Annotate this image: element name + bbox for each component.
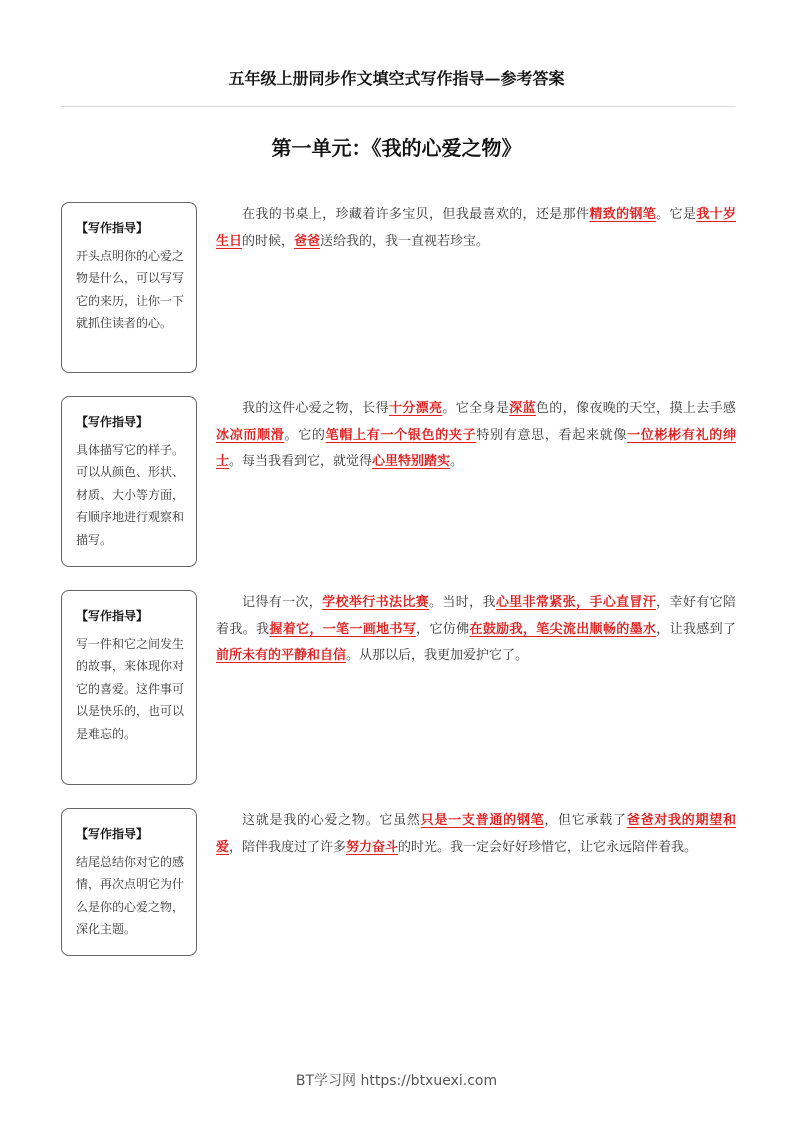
guide-heading: 【写作指导】 — [76, 609, 149, 623]
guide-heading: 【写作指导】 — [76, 221, 149, 235]
essay-text: ，它仿佛 — [416, 621, 470, 637]
essay-text: 的时光。我一定会好好珍惜它，让它永远陪伴着我。 — [398, 839, 698, 855]
guide-text: 具体描写它的样子。可以从颜色、形状、材质、大小等方面，有顺序地进行观察和描写。 — [76, 442, 185, 547]
essay-text: ，让我感到了 — [656, 621, 736, 637]
footer-watermark: BT学习网 https://btxuexi.com — [295, 1073, 498, 1089]
essay-text: 色的，像夜晚的天空，摸上去手感 — [535, 401, 736, 416]
guide-text: 结尾总结你对它的感情，再次点明它为什么是你的心爱之物，深化主题。 — [76, 854, 185, 936]
filled-answer: 努力奋斗 — [346, 839, 399, 855]
unit-title: 第一单元：《我的心爱之物》 — [271, 136, 522, 160]
guide-text: 写一件和它之间发生的故事，来体现你对它的喜爱。这件事可以是快乐的，也可以是难忘的。 — [76, 636, 185, 741]
filled-answer: 一位彬彬有礼的绅士 — [216, 427, 736, 469]
essay-text: ，幸好有它陪着我。我 — [216, 595, 736, 637]
filled-answer: 只是一支普通的钢笔 — [420, 813, 545, 828]
essay-text: 。 — [450, 454, 464, 469]
filled-answer: 冰凉而顺滑 — [216, 427, 285, 443]
essay-text: ，陪伴我度过了许多 — [229, 839, 347, 855]
essay-text: 的时候， — [242, 233, 295, 249]
essay-text: 特别有意思，看起来就像 — [476, 427, 628, 443]
filled-answer: 学校举行书法比赛 — [322, 595, 430, 610]
essay-paragraph-3 — [216, 590, 736, 670]
essay-text: 。当时，我 — [429, 595, 496, 610]
writing-guide-box-3 — [61, 590, 197, 785]
essay-text: 记得有一次， — [242, 595, 323, 610]
writing-guide-box-4 — [61, 808, 197, 956]
essay-text: 我的这件心爱之物，长得 — [242, 401, 389, 416]
filled-answer: 深蓝 — [509, 401, 536, 416]
writing-guide-box-1 — [61, 202, 197, 373]
essay-text: 。它的 — [284, 427, 326, 443]
filled-answer: 在鼓励我，笔尖流出顺畅的墨水 — [469, 621, 657, 637]
essay-paragraph-1 — [216, 202, 736, 255]
essay-text: 在我的书桌上，珍藏着许多宝贝，但我最喜欢的，还是那件 — [242, 207, 590, 222]
filled-answer: 精致的钢笔 — [589, 207, 657, 222]
filled-answer: 心里特别踏实 — [372, 454, 451, 469]
essay-text: 。每当我看到它，就觉得 — [229, 454, 373, 469]
header-divider — [61, 106, 735, 107]
essay-paragraph-4 — [216, 808, 736, 861]
essay-text: 。它全身是 — [442, 401, 510, 416]
filled-answer: 爸爸 — [294, 233, 321, 249]
essay-text: 。从那以后，我更加爱护它了。 — [346, 648, 529, 663]
essay-paragraph-2 — [216, 396, 736, 476]
filled-answer: 前所未有的平静和自信 — [216, 648, 347, 663]
filled-answer: 爸爸对我的期望和爱 — [216, 813, 736, 855]
filled-answer: 心里非常紧张，手心直冒汗 — [495, 595, 657, 610]
essay-text: 这就是我的心爱之物。它虽然 — [242, 813, 421, 828]
document-header-title: 五年级上册同步作文填空式写作指导—参考答案 — [228, 69, 565, 88]
essay-text: 送给我的，我一直视若珍宝。 — [320, 233, 490, 249]
essay-text: 。它是 — [656, 207, 697, 222]
filled-answer: 我十岁生日 — [216, 207, 736, 249]
filled-answer: 握着它，一笔一画地书写 — [269, 621, 417, 637]
essay-text: ，但它承载了 — [544, 813, 627, 828]
filled-answer: 笔帽上有一个银色的夹子 — [325, 427, 477, 443]
writing-guide-box-2 — [61, 396, 197, 567]
guide-heading: 【写作指导】 — [76, 415, 149, 429]
filled-answer: 十分漂亮 — [388, 401, 443, 416]
guide-text: 开头点明你的心爱之物是什么，可以写写它的来历，让你一下就抓住读者的心。 — [76, 248, 185, 330]
guide-heading: 【写作指导】 — [76, 827, 149, 841]
